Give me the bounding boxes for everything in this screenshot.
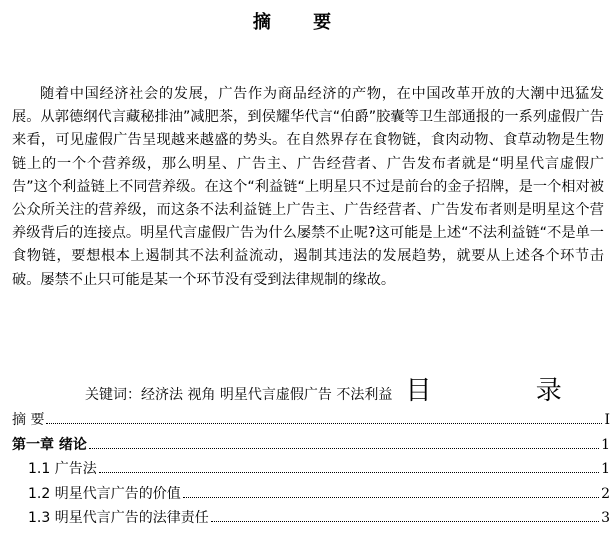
abstract-body: 随着中国经济社会的发展，广告作为商品经济的产物，在中国改革开放的大潮中迅猛发展。从郭德纲代言藏秘排油”减肥茶，到侯耀华代言“伯爵”胶囊等卫生部通报的一系列虚假广告来看，可见虚假广告呈现越来越盛的势头。在自然界存在食物链，食肉动物、食草动物是生物链上的一个个营养级，那么明星、广告主、广告经营者、广告发布者就是“明星代言虚假广告”这个利益链上不同营养级。在这个“利益链“上明星只不过是前台的金子招牌，是一个相对被公众所关注的营养级，而这条不法利益链上广告主、广告经营者、广告发布者则是明星这个营养级背后的连接点。明星代言虚假广告为什么屡禁不止呢?这可能是上述“不法利益链“不是单一食物链，要想根本上遏制其不法利益流动，遏制其违法的发展趋势，就要从上述各个环节击破。屡禁不止只可能是某一个环节没有受到法律规制的缘故。	[12, 86, 604, 288]
toc-dot-leader	[46, 422, 602, 424]
toc-dot-leader	[183, 496, 599, 498]
toc-entry-section-1-2[interactable]	[12, 483, 610, 508]
toc-entry-page: 1	[601, 436, 610, 453]
toc-entry-page: 1	[601, 461, 610, 477]
toc-entry-label: 1.1 广告法	[28, 461, 97, 477]
toc-dot-leader	[211, 520, 599, 522]
abstract-title: 摘 要	[252, 12, 350, 33]
toc-dot-leader	[89, 447, 599, 449]
toc-entry-label: 第一章 绪论	[12, 436, 87, 453]
toc-dot-leader	[99, 471, 599, 473]
keywords-line: 关键词：经济法 视角 明星代言虚假广告 不法利益	[85, 387, 393, 403]
table-of-contents	[12, 409, 610, 532]
toc-entry-section-1-1[interactable]	[12, 458, 610, 483]
toc-entry-label: 1.2 明星代言广告的价值	[28, 485, 181, 502]
toc-entry-label: 1.3 明星代言广告的法律责任	[28, 510, 209, 526]
toc-entry-section-1-3[interactable]	[12, 507, 610, 532]
toc-entry-label: 摘 要	[12, 412, 45, 428]
toc-entry-page: 2	[601, 485, 610, 502]
keywords-row	[85, 370, 610, 406]
toc-entry-page: 3	[601, 510, 610, 526]
toc-entry-abstract[interactable]	[12, 409, 610, 434]
toc-entry-chapter-1[interactable]	[12, 434, 610, 459]
toc-entry-page: I	[604, 412, 610, 428]
toc-title: 目 录	[405, 376, 610, 406]
